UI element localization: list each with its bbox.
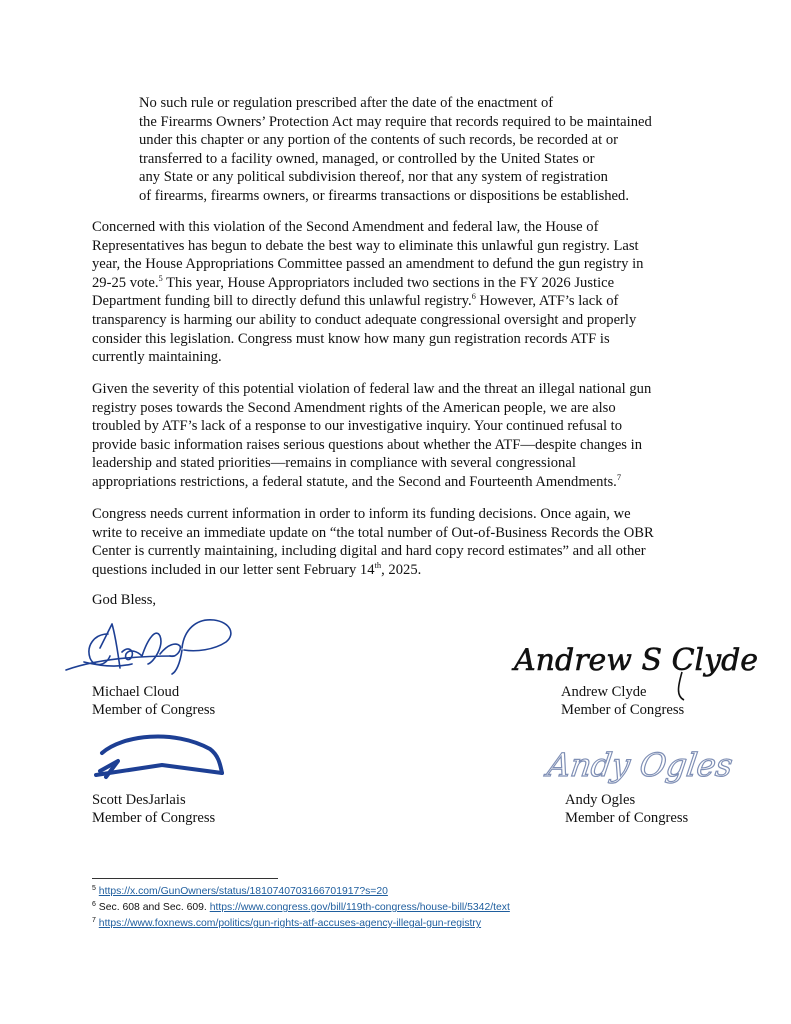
signature-michael-cloud xyxy=(64,612,239,684)
footnote-ref: 7 xyxy=(616,471,622,482)
text-span: appropriations restrictions, a federal statute, and the Second and Fourteenth Amendments. xyxy=(92,473,617,490)
paragraph-line: Congress needs current information in order to inform its funding decisions. Once again, we xyxy=(92,506,631,522)
footnote-text: Sec. 608 and Sec. 609. xyxy=(98,902,210,913)
closing-greeting: God Bless, xyxy=(92,592,157,608)
signature-andy-ogles xyxy=(544,734,735,792)
paragraph-line: Given the severity of this potential violation of federal law and the threat an illegal national gun xyxy=(92,381,652,397)
paragraph-line xyxy=(92,292,702,311)
footnote-7 xyxy=(92,917,481,930)
paragraph-line: transparency is harming our ability to conduct adequate congressional oversight and properly xyxy=(92,311,637,328)
quote-line: any State or any political subdivision thereof, nor that any system of registration xyxy=(139,169,608,186)
signature-script: Andrew S Clyde xyxy=(514,643,759,678)
signer-name: Scott DesJarlais xyxy=(92,792,186,808)
footnote-link[interactable]: https://x.com/GunOwners/status/1810740703166701917?s=20 xyxy=(98,886,388,897)
paragraph-line: Center is currently maintaining, including digital and hard copy record estimates” and all other xyxy=(92,543,646,560)
paragraph-line: troubled by ATF’s lack of a response to our investigative inquiry. Your continued refusal to xyxy=(92,418,623,435)
footnote-6 xyxy=(92,901,510,914)
signer-name: Andrew Clyde xyxy=(561,684,647,700)
footnote-number: 6 xyxy=(92,901,96,908)
signer-title: Member of Congress xyxy=(565,810,689,826)
text-span: Department funding bill to directly defund this unlawful registry. xyxy=(92,293,472,310)
quote-line: No such rule or regulation prescribed after the date of the enactment of xyxy=(139,95,554,111)
text-span: , 2025. xyxy=(381,561,422,578)
quote-line: transferred to a facility owned, managed, or controlled by the United States or xyxy=(139,150,595,167)
paragraph-line: Concerned with this violation of the Second Amendment and federal law, the House of xyxy=(92,219,599,235)
footnote-number: 5 xyxy=(92,885,96,892)
paragraph-line xyxy=(92,473,702,492)
paragraph-line xyxy=(92,561,702,580)
ordinal-suffix: th xyxy=(374,559,382,570)
paragraph-request xyxy=(92,505,702,579)
signer-title: Member of Congress xyxy=(92,702,216,718)
paragraph-line: leadership and stated priorities—remains in compliance with several congressional xyxy=(92,455,576,472)
paragraph-line: registry poses towards the Second Amendment rights of the American people, we are also xyxy=(92,399,616,416)
quote-line: the Firearms Owners’ Protection Act may require that records required to be maintained xyxy=(139,113,652,130)
text-span: questions included in our letter sent February 14 xyxy=(92,561,375,578)
paragraph-registry-debate xyxy=(92,218,702,367)
footnote-link[interactable]: https://www.foxnews.com/politics/gun-rights-atf-accuses-agency-illegal-gun-registry xyxy=(98,918,482,929)
quote-line: of firearms, firearms owners, or firearms transactions or dispositions be established. xyxy=(139,187,629,204)
signer-title: Member of Congress xyxy=(92,810,216,826)
signer-name: Andy Ogles xyxy=(565,792,636,808)
text-span: 29-25 vote. xyxy=(92,274,159,291)
paragraph-line: consider this legislation. Congress must know how many gun registration records ATF is xyxy=(92,330,610,347)
paragraph-line: provide basic information raises serious questions about whether the ATF—despite changes in xyxy=(92,436,642,453)
footnote-divider xyxy=(92,878,278,879)
paragraph-line: currently maintaining. xyxy=(92,349,222,366)
signer-title: Member of Congress xyxy=(561,702,685,718)
quote-line: under this chapter or any portion of the contents of such records, be recorded at or xyxy=(139,132,618,149)
signer-name: Michael Cloud xyxy=(92,684,180,700)
footnote-number: 7 xyxy=(92,917,96,924)
block-quote xyxy=(139,94,699,206)
paragraph-line: write to receive an immediate update on “the total number of Out-of-Business Records the OBR xyxy=(92,524,654,541)
paragraph-line xyxy=(92,274,702,293)
footnote-ref: 5 xyxy=(158,272,163,283)
signature-script: Andy Ogles xyxy=(544,746,735,784)
signature-scott-desjarlais xyxy=(92,727,227,783)
paragraph-severity xyxy=(92,380,702,492)
text-span: This year, House Appropriators included two sections in the FY 2026 Justice xyxy=(162,274,615,291)
footnote-link[interactable]: https://www.congress.gov/bill/119th-congress/house-bill/5342/text xyxy=(209,902,510,913)
footnote-5 xyxy=(92,885,388,898)
paragraph-line: Representatives has begun to debate the best way to eliminate this unlawful gun registry. Last xyxy=(92,237,639,254)
text-span: However, ATF’s lack of xyxy=(475,293,619,310)
paragraph-line: year, the House Appropriations Committee passed an amendment to defund the gun registry in xyxy=(92,256,644,273)
footnote-ref: 6 xyxy=(471,291,476,302)
